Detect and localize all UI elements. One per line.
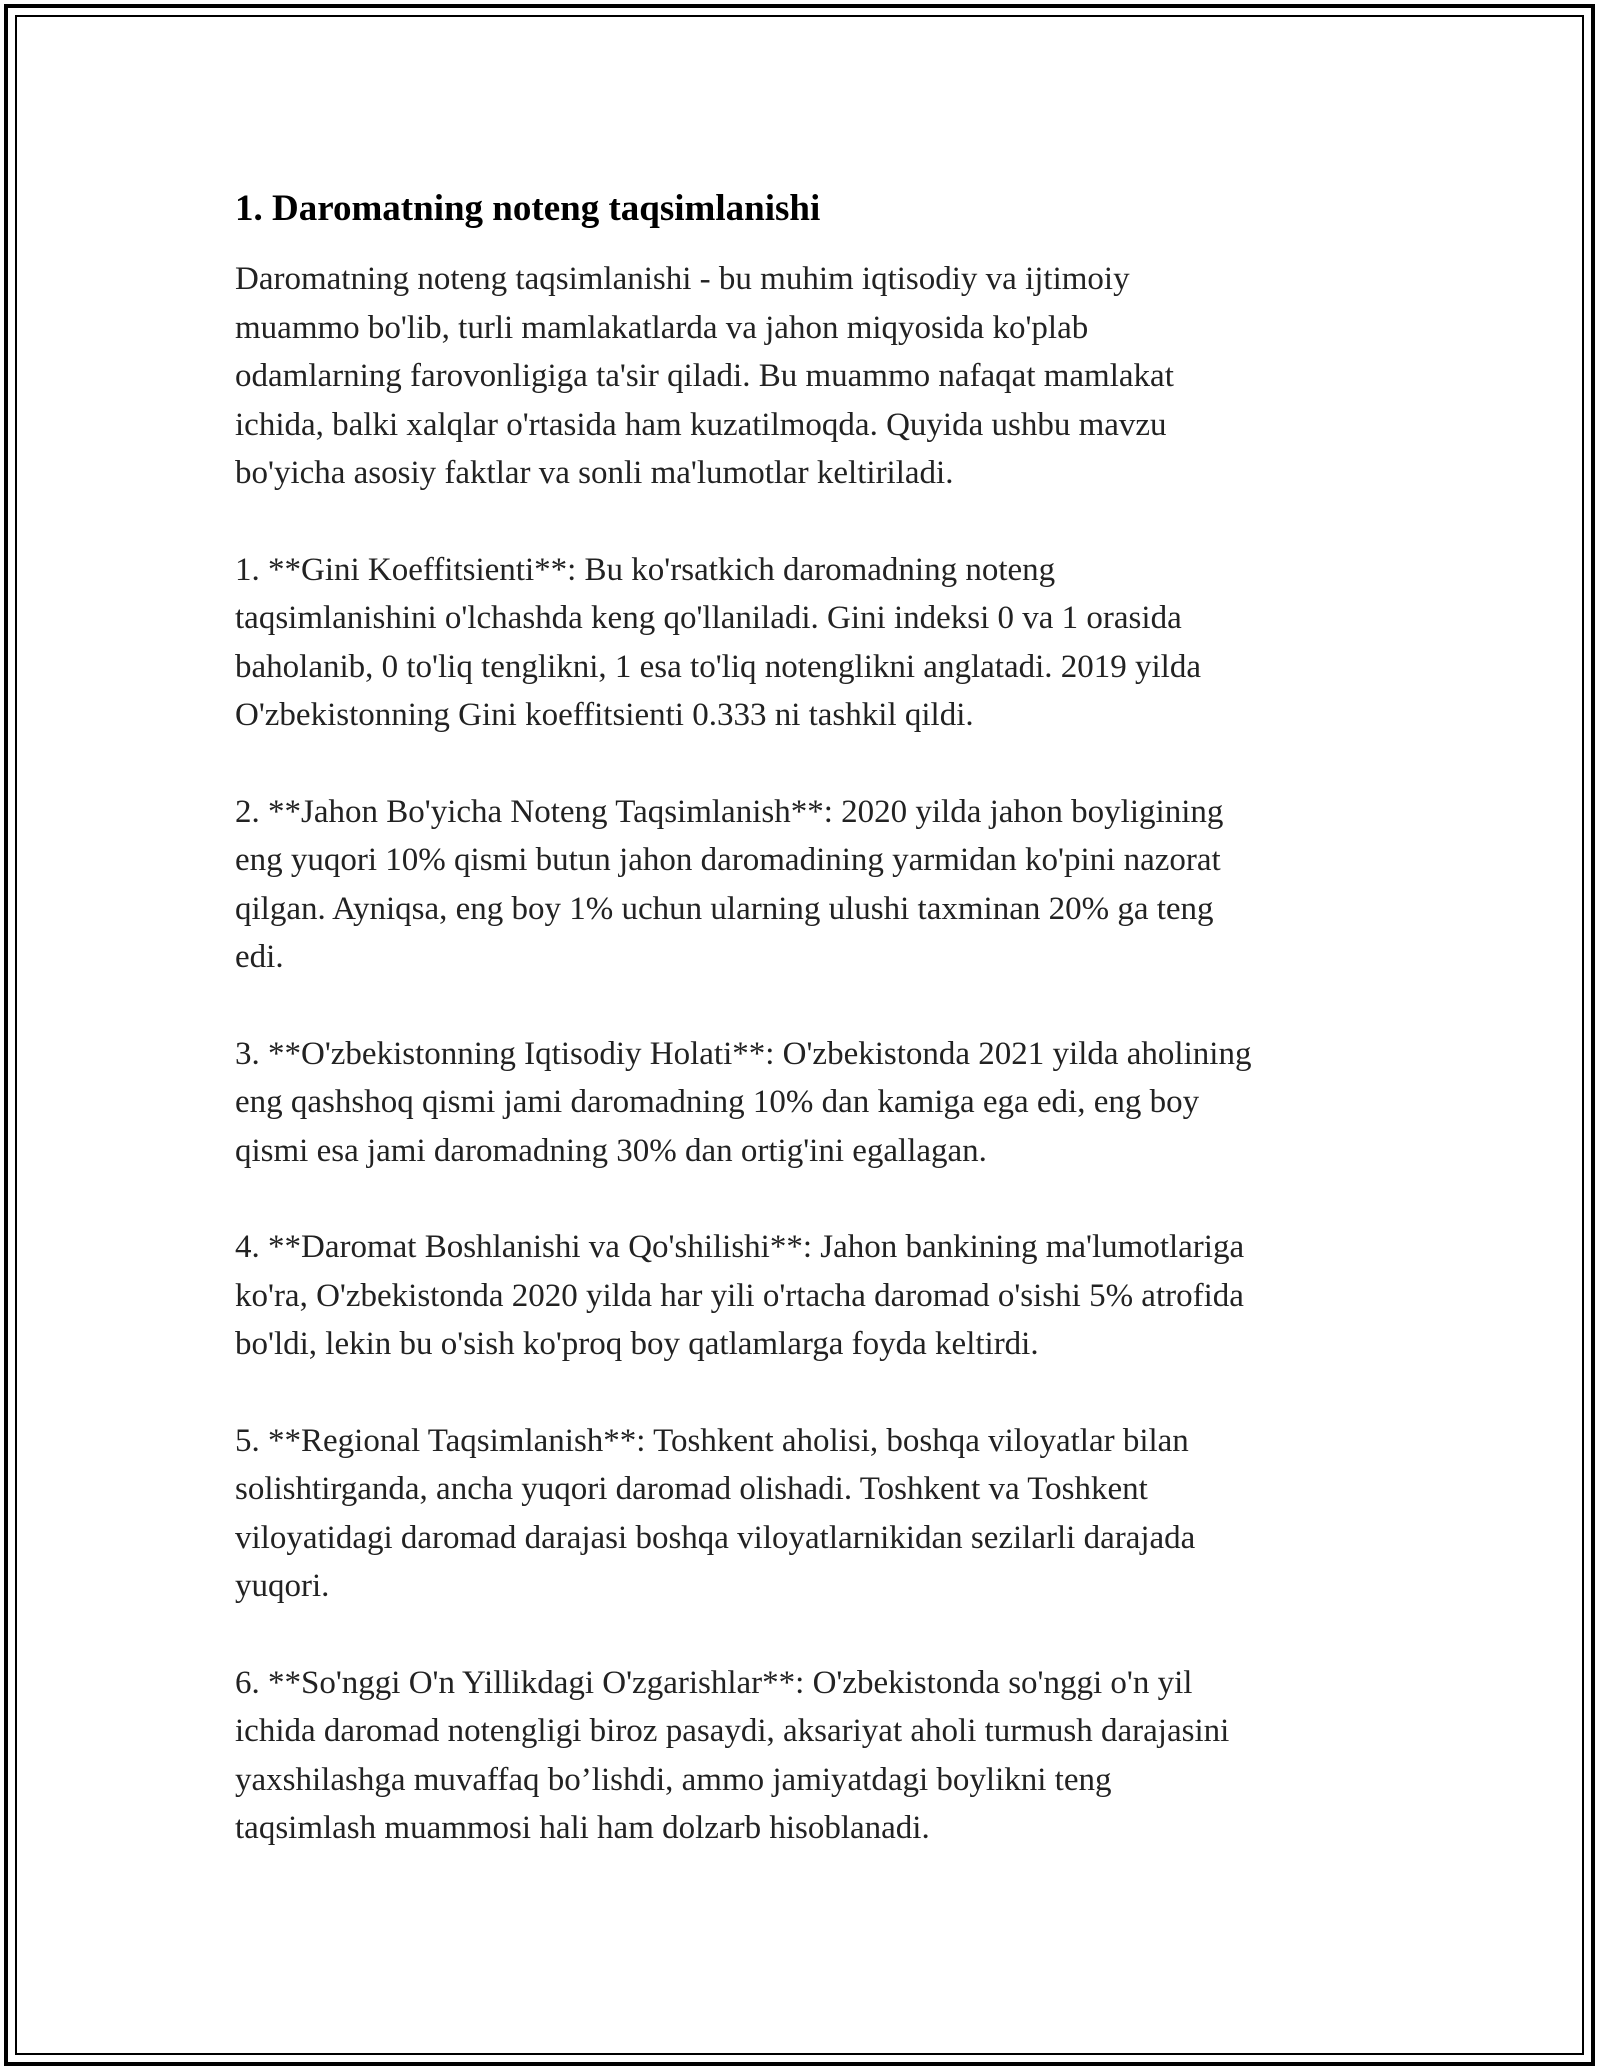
text-line: Daromatning noteng taqsimlanishi - bu muhim iqtisodiy va ijtimoiy [235,261,1130,297]
page-title: 1. Daromatning noteng taqsimlanishi [235,188,821,229]
text-line: odamlarning farovonligiga ta'sir qiladi. Bu muammo nafaqat mamlakat [235,358,1174,394]
text-line: viloyatidagi daromad darajasi boshqa viloyatlarnikidan sezilarli darajada [235,1519,1196,1556]
text-line: 1. **Gini Koeffitsienti**: Bu ko'rsatkich daromadning noteng [235,551,1056,588]
text-line: ichida daromad notengligi biroz pasaydi, aksariyat aholi turmush darajasini [235,1713,1230,1749]
text-line: O'zbekistonning Gini koeffitsienti 0.333 ni tashkil qildi. [235,697,974,733]
list-item-economic-state [235,1030,1395,1176]
text-line: 2. **Jahon Bo'yicha Noteng Taqsimlanish**: 2020 yilda jahon boyligining [235,793,1224,830]
list-item-income-growth [235,1223,1395,1369]
text-line: eng yuqori 10% qismi butun jahon daromadining yarmidan ko'pini nazorat [235,842,1221,878]
list-item-gini [235,546,1395,740]
text-line: yuqori. [235,1568,330,1604]
text-line: bo'yicha asosiy faktlar va sonli ma'lumotlar keltiriladi. [235,455,954,491]
text-line: qilgan. Ayniqsa, eng boy 1% uchun ularning ulushi taxminan 20% ga teng [235,890,1214,927]
intro-paragraph [235,255,1395,498]
list-item-recent-changes [235,1659,1395,1853]
list-item-regional [235,1417,1395,1611]
text-line: 5. **Regional Taqsimlanish**: Toshkent aholisi, boshqa viloyatlar bilan [235,1422,1189,1459]
text-line: bo'ldi, lekin bu o'sish ko'proq boy qatlamlarga foyda keltirdi. [235,1326,1039,1362]
text-line: qismi esa jami daromadning 30% dan ortig'ini egallagan. [235,1132,987,1169]
text-line: taqsimlash muammosi hali ham dolzarb hisoblanadi. [235,1810,930,1846]
text-line: 3. **O'zbekistonning Iqtisodiy Holati**: O'zbekistonda 2021 yilda aholining [235,1035,1252,1072]
text-line: 4. **Daromat Boshlanishi va Qo'shilishi**: Jahon bankining ma'lumotlariga [235,1229,1245,1265]
text-line: ichida, balki xalqlar o'rtasida ham kuzatilmoqda. Quyida ushbu mavzu [235,406,1167,443]
text-line: solishtirganda, ancha yuqori daromad olishadi. Toshkent va Toshkent [235,1471,1148,1507]
text-line: baholanib, 0 to'liq tenglikni, 1 esa to'liq notenglikni anglatadi. 2019 yilda [235,648,1201,685]
text-line: taqsimlanishini o'lchashda keng qo'llaniladi. Gini indeksi 0 va 1 orasida [235,600,1182,636]
text-line: ko'ra, O'zbekistonda 2020 yilda har yili o'rtacha daromad o'sishi 5% atrofida [235,1277,1244,1314]
text-line: muammo bo'lib, turli mamlakatlarda va jahon miqyosida ko'plab [235,309,1089,346]
text-line: eng qashshoq qismi jami daromadning 10% dan kamiga ega edi, eng boy [235,1084,1200,1120]
list-item-global-inequality [235,788,1395,982]
text-line: edi. [235,939,284,975]
text-line: yaxshilashga muvaffaq bo’lishdi, ammo jamiyatdagi boylikni teng [235,1761,1112,1798]
text-line: 6. **So'nggi O'n Yillikdagi O'zgarishlar**: O'zbekistonda so'nggi o'n yil [235,1664,1193,1701]
document-body [235,185,1395,1901]
